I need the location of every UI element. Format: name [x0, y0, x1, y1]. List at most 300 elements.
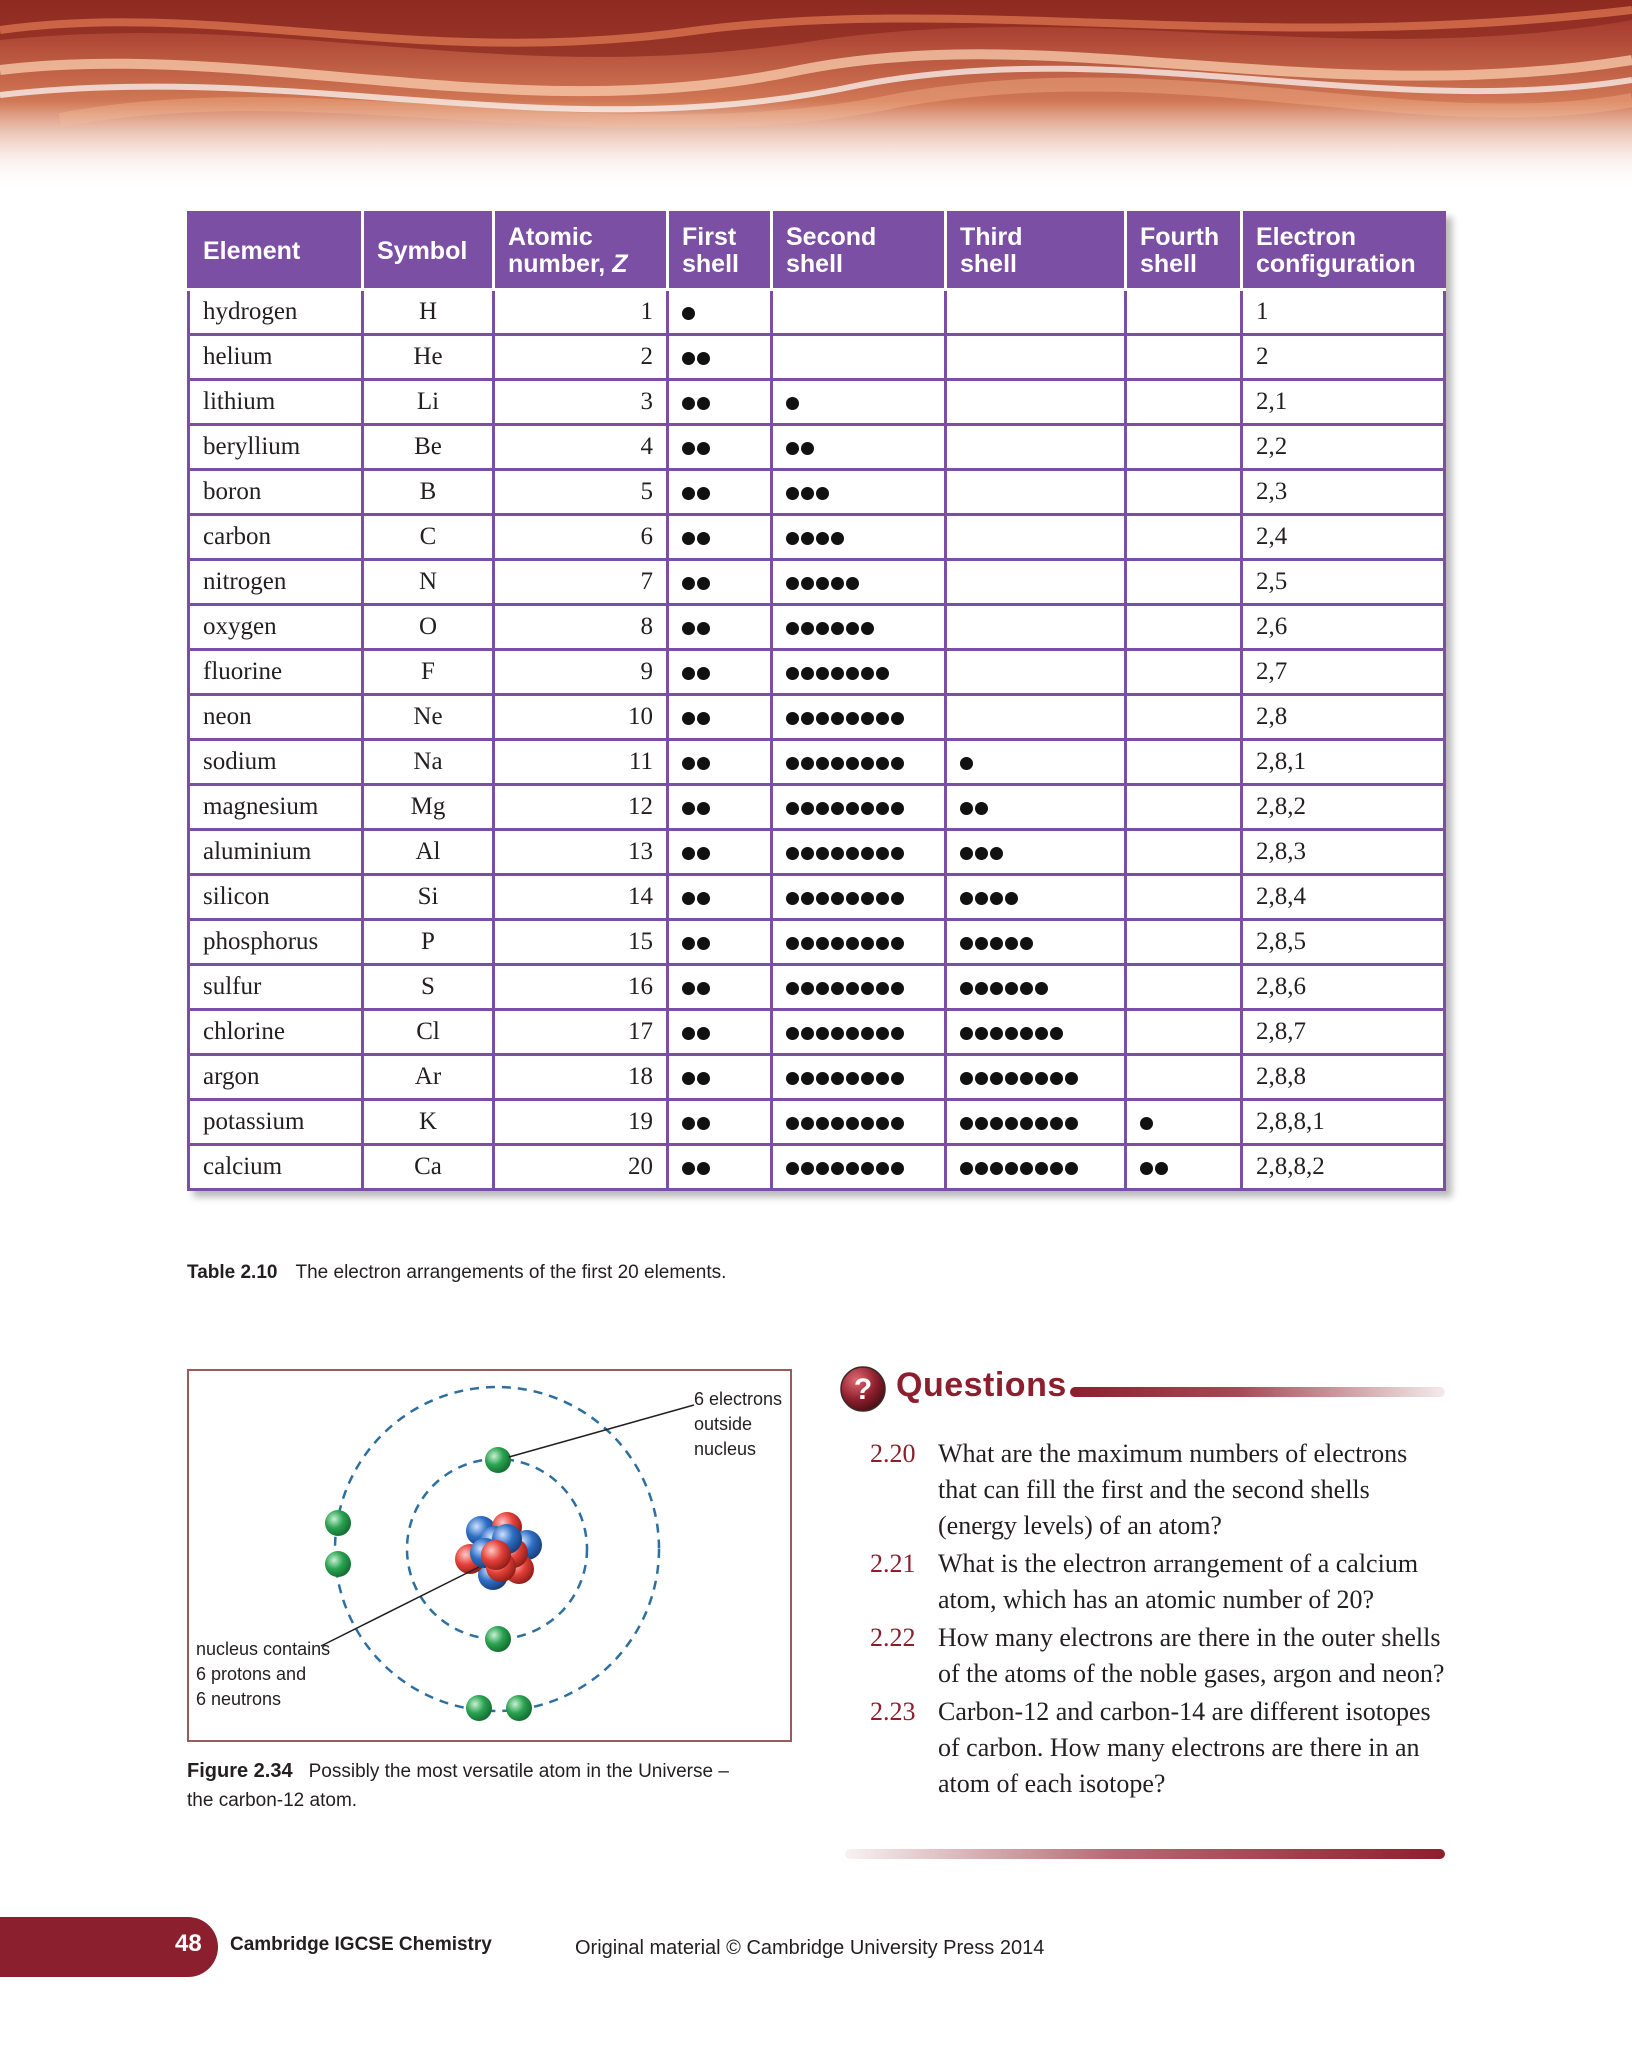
electron-table-container [187, 211, 1443, 1191]
column-header [946, 213, 1126, 290]
electron-dot [801, 487, 814, 500]
electron-dot [697, 577, 710, 590]
electron-dot [861, 982, 874, 995]
electron-dot [816, 937, 829, 950]
electron-dot [990, 847, 1003, 860]
question-text: What is the electron arrangement of a calcium atom, which has an atomic number of 20? [938, 1549, 1419, 1614]
element-name-cell: sulfur [189, 965, 363, 1010]
electron-arrangement-table [187, 211, 1446, 1191]
shell-2-cell [772, 470, 946, 515]
shell-3-cell [946, 425, 1126, 470]
shell-3-cell [946, 650, 1126, 695]
symbol-cell: H [363, 290, 494, 335]
electron-dot [801, 937, 814, 950]
electron-configuration-cell: 2,8,2 [1242, 785, 1445, 830]
electron-dot [697, 667, 710, 680]
nucleus-label-line-3: 6 neutrons [196, 1689, 282, 1709]
electron-dot [682, 982, 695, 995]
electron-dot [831, 1162, 844, 1175]
shell-2-cell [772, 380, 946, 425]
electron-dot [801, 712, 814, 725]
column-header [363, 213, 494, 290]
shell-4-cell [1126, 965, 1242, 1010]
shell-3-cell [946, 470, 1126, 515]
element-name-cell: helium [189, 335, 363, 380]
electron-dot [1035, 1117, 1048, 1130]
electron-configuration-cell: 2,8,8,2 [1242, 1145, 1445, 1190]
electron-dot [786, 577, 799, 590]
atomic-number-cell: 12 [494, 785, 668, 830]
electron-dot [876, 1072, 889, 1085]
shell-3-cell [946, 605, 1126, 650]
electron-dot [1050, 1117, 1063, 1130]
shell-4-cell [1126, 1010, 1242, 1055]
atomic-number-cell: 17 [494, 1010, 668, 1055]
question-mark-icon [840, 1366, 886, 1412]
shell-4-cell [1126, 1100, 1242, 1145]
symbol-cell: Na [363, 740, 494, 785]
column-header-line-2: shell [682, 250, 739, 278]
question-text: How many electrons are there in the outer shells of the atoms of the noble gases, argon and neon? [938, 1623, 1445, 1688]
electron-configuration-cell: 1 [1242, 290, 1445, 335]
shell-3-cell [946, 515, 1126, 560]
electron-dot [786, 757, 799, 770]
shell-4-cell [1126, 1055, 1242, 1100]
shell-3-cell [946, 695, 1126, 740]
column-header [772, 213, 946, 290]
table-row [189, 1145, 1445, 1190]
shell-1-cell [668, 965, 772, 1010]
electron-dot [801, 1117, 814, 1130]
electron-dot [975, 1072, 988, 1085]
shell-4-cell [1126, 470, 1242, 515]
shell-4-cell [1126, 695, 1242, 740]
page-number: 48 [175, 1930, 202, 1957]
electron-dot [1005, 937, 1018, 950]
column-header-line-1: Second [786, 223, 877, 251]
electron-dot [697, 397, 710, 410]
electron-dot [861, 937, 874, 950]
electron-dot [876, 757, 889, 770]
shell-3-cell [946, 875, 1126, 920]
table-row [189, 1100, 1445, 1145]
shell-2-cell [772, 830, 946, 875]
electron-dot [1035, 982, 1048, 995]
header-decoration [0, 0, 1632, 190]
table-row [189, 740, 1445, 785]
electron-dot [876, 667, 889, 680]
shell-4-cell [1126, 335, 1242, 380]
table-row [189, 290, 1445, 335]
column-header [1242, 213, 1445, 290]
electron-dot [960, 757, 973, 770]
electron-dot [1020, 1117, 1033, 1130]
electron-dot [786, 982, 799, 995]
column-header [494, 213, 668, 290]
shell-1-cell [668, 470, 772, 515]
atomic-number-cell: 13 [494, 830, 668, 875]
symbol-cell: Si [363, 875, 494, 920]
atomic-number-cell: 3 [494, 380, 668, 425]
electron-dot [831, 667, 844, 680]
symbol-cell: Li [363, 380, 494, 425]
electron-dot [682, 1162, 695, 1175]
electron-configuration-cell: 2,8,8 [1242, 1055, 1445, 1100]
shell-1-cell [668, 515, 772, 560]
shell-4-cell [1126, 875, 1242, 920]
shell-1-cell [668, 1100, 772, 1145]
column-header-line-1: Element [203, 236, 301, 265]
table-header-row [189, 213, 1445, 290]
electron-dot [861, 667, 874, 680]
electron-dot [697, 802, 710, 815]
element-name-cell: boron [189, 470, 363, 515]
symbol-cell: C [363, 515, 494, 560]
electron-dot [801, 1162, 814, 1175]
electron-dot [682, 892, 695, 905]
nucleus-label [196, 1637, 330, 1712]
symbol-cell: Ca [363, 1145, 494, 1190]
figure-caption-label: Figure 2.34 [187, 1760, 293, 1782]
electron-dot [816, 667, 829, 680]
electron-dot [801, 847, 814, 860]
question-number: 2.22 [870, 1623, 916, 1652]
table-row [189, 335, 1445, 380]
electron-dot [990, 1162, 1003, 1175]
electron-dot [816, 1162, 829, 1175]
electron-dot [1050, 1162, 1063, 1175]
electron-configuration-cell: 2,8,5 [1242, 920, 1445, 965]
element-name-cell: potassium [189, 1100, 363, 1145]
electron-dot [891, 712, 904, 725]
electron-dot [801, 982, 814, 995]
symbol-cell: P [363, 920, 494, 965]
shell-1-cell [668, 290, 772, 335]
electron-dot [682, 1072, 695, 1085]
electron-dot [1020, 1027, 1033, 1040]
table-row [189, 1055, 1445, 1100]
electron-dot [816, 622, 829, 635]
nucleus-label-line-1: nucleus contains [196, 1639, 331, 1659]
table-row [189, 380, 1445, 425]
electron-configuration-cell: 2,8,4 [1242, 875, 1445, 920]
electron-dot [682, 937, 695, 950]
shell-4-cell [1126, 920, 1242, 965]
shell-3-cell [946, 920, 1126, 965]
shell-1-cell [668, 1055, 772, 1100]
atomic-number-cell: 7 [494, 560, 668, 605]
atomic-number-cell: 4 [494, 425, 668, 470]
atom-figure [187, 1369, 792, 1742]
electron-dot [990, 892, 1003, 905]
element-name-cell: magnesium [189, 785, 363, 830]
electron-dot [891, 1117, 904, 1130]
electron-dot [960, 1117, 973, 1130]
electron-dot [786, 847, 799, 860]
electron-dot [816, 532, 829, 545]
electron-dot [861, 712, 874, 725]
atomic-number-cell: 14 [494, 875, 668, 920]
electron-dot [697, 1162, 710, 1175]
electron-dot [786, 487, 799, 500]
element-name-cell: hydrogen [189, 290, 363, 335]
electron-dot [1020, 1072, 1033, 1085]
electron-dot [682, 442, 695, 455]
element-name-cell: lithium [189, 380, 363, 425]
electron-dot [990, 1072, 1003, 1085]
electron-dot [697, 982, 710, 995]
shell-2-cell [772, 875, 946, 920]
table-row [189, 650, 1445, 695]
electron-dot [831, 1072, 844, 1085]
question-item [870, 1620, 1450, 1692]
symbol-cell: Be [363, 425, 494, 470]
electron-dot [846, 1162, 859, 1175]
symbol-cell: S [363, 965, 494, 1010]
column-header-line-1: Third [960, 223, 1023, 251]
electron-dot [786, 1027, 799, 1040]
electron-dot [682, 802, 695, 815]
electron-dot [861, 1072, 874, 1085]
column-header-line-1: Fourth [1140, 223, 1220, 251]
column-header [189, 213, 363, 290]
shell-3-cell [946, 290, 1126, 335]
electron-dot [831, 712, 844, 725]
electron-dot [1020, 982, 1033, 995]
electron-configuration-cell: 2,8,6 [1242, 965, 1445, 1010]
electron-configuration-cell: 2,8,1 [1242, 740, 1445, 785]
table-row [189, 785, 1445, 830]
shell-3-cell [946, 965, 1126, 1010]
electron-dot [801, 892, 814, 905]
question-number: 2.21 [870, 1549, 916, 1578]
electron-dot [801, 802, 814, 815]
electron-dot [697, 622, 710, 635]
electron-dot [861, 1117, 874, 1130]
atomic-number-cell: 9 [494, 650, 668, 695]
element-name-cell: beryllium [189, 425, 363, 470]
atomic-number-cell: 10 [494, 695, 668, 740]
shell-1-cell [668, 830, 772, 875]
table-row [189, 470, 1445, 515]
element-name-cell: carbon [189, 515, 363, 560]
electron-dot [786, 1117, 799, 1130]
symbol-cell: Mg [363, 785, 494, 830]
electron-dot [891, 892, 904, 905]
symbol-cell: K [363, 1100, 494, 1145]
shell-1-cell [668, 740, 772, 785]
electron-dot [975, 1117, 988, 1130]
electron-dot [801, 1072, 814, 1085]
electron-dot [786, 937, 799, 950]
electron-dot [861, 892, 874, 905]
electron-dot [697, 487, 710, 500]
electron-dot [891, 802, 904, 815]
electron-dot [1140, 1117, 1153, 1130]
electron-dot [816, 802, 829, 815]
shell-1-cell [668, 785, 772, 830]
electron-dot [960, 1027, 973, 1040]
electron-dot [816, 982, 829, 995]
table-caption-text: The electron arrangements of the first 20 elements. [295, 1262, 727, 1283]
atomic-number-cell: 16 [494, 965, 668, 1010]
electron-dot [846, 1072, 859, 1085]
shell-1-cell [668, 380, 772, 425]
symbol-cell: Al [363, 830, 494, 875]
electron-dot [861, 802, 874, 815]
shell-3-cell [946, 740, 1126, 785]
electron-configuration-cell: 2,3 [1242, 470, 1445, 515]
electron-dot [697, 352, 710, 365]
electrons-label-line-3: nucleus [694, 1439, 757, 1459]
electron-dot [975, 892, 988, 905]
shell-1-cell [668, 425, 772, 470]
electron-dot [786, 802, 799, 815]
shell-2-cell [772, 1010, 946, 1055]
table-row [189, 965, 1445, 1010]
shell-1-cell [668, 920, 772, 965]
electron-dot [876, 1162, 889, 1175]
electron-configuration-cell: 2,7 [1242, 650, 1445, 695]
electron-dot [801, 1027, 814, 1040]
electron-dot [1005, 1162, 1018, 1175]
electron-dot [786, 532, 799, 545]
electron-dot [1050, 1072, 1063, 1085]
element-name-cell: phosphorus [189, 920, 363, 965]
electron-dot [975, 847, 988, 860]
element-name-cell: fluorine [189, 650, 363, 695]
column-header-line-2: configuration [1256, 250, 1416, 278]
table-row [189, 875, 1445, 920]
electron-dot [786, 1162, 799, 1175]
shell-3-cell [946, 335, 1126, 380]
symbol-cell: N [363, 560, 494, 605]
shell-4-cell [1126, 380, 1242, 425]
electron-dot [846, 667, 859, 680]
electron-dot [876, 712, 889, 725]
symbol-cell: F [363, 650, 494, 695]
question-item [870, 1694, 1450, 1802]
electron-dot [786, 892, 799, 905]
electron-dot [816, 892, 829, 905]
table-body [189, 290, 1445, 1190]
electron-dot [1005, 1027, 1018, 1040]
shell-1-cell [668, 875, 772, 920]
element-name-cell: oxygen [189, 605, 363, 650]
atomic-number-cell: 19 [494, 1100, 668, 1145]
question-item [870, 1546, 1450, 1618]
electron-dot [801, 757, 814, 770]
symbol-cell: B [363, 470, 494, 515]
shell-2-cell [772, 335, 946, 380]
electron-dot [846, 622, 859, 635]
electron-dot [786, 397, 799, 410]
element-name-cell: argon [189, 1055, 363, 1100]
electron-dot [786, 667, 799, 680]
electron-dot [697, 442, 710, 455]
table-row [189, 920, 1445, 965]
shell-2-cell [772, 650, 946, 695]
electron-dot [697, 712, 710, 725]
shell-4-cell [1126, 1145, 1242, 1190]
shell-2-cell [772, 1055, 946, 1100]
shell-1-cell [668, 560, 772, 605]
electron-configuration-cell: 2,1 [1242, 380, 1445, 425]
electron-dot [697, 937, 710, 950]
shell-4-cell [1126, 785, 1242, 830]
question-text: What are the maximum numbers of electrons that can fill the first and the second shells (energy levels) of an atom? [938, 1439, 1408, 1540]
electron-dot [1035, 1072, 1048, 1085]
shell-4-cell [1126, 830, 1242, 875]
shell-2-cell [772, 785, 946, 830]
electron-dot [891, 937, 904, 950]
atomic-number-cell: 15 [494, 920, 668, 965]
electron-dot [990, 1027, 1003, 1040]
questions-bottom-rule [845, 1849, 1445, 1859]
electron-configuration-cell: 2,6 [1242, 605, 1445, 650]
column-header-line-2: shell [786, 250, 843, 278]
questions-header-rule [1070, 1387, 1445, 1397]
electron-dot [801, 577, 814, 590]
column-header [668, 213, 772, 290]
electron-dot [697, 1117, 710, 1130]
questions-header [840, 1366, 1445, 1416]
electron-dot [682, 487, 695, 500]
electron-dot [697, 892, 710, 905]
table-row [189, 560, 1445, 605]
shell-4-cell [1126, 740, 1242, 785]
electron-dot [861, 757, 874, 770]
shell-1-cell [668, 1145, 772, 1190]
table-row [189, 1010, 1445, 1055]
electron-dot [975, 802, 988, 815]
electron-dot [846, 757, 859, 770]
question-number: 2.20 [870, 1439, 916, 1468]
shell-3-cell [946, 1145, 1126, 1190]
electron-dot [816, 577, 829, 590]
atomic-number-cell: 6 [494, 515, 668, 560]
electron-dot [816, 1117, 829, 1130]
electron-dot [960, 802, 973, 815]
electron-dot [1155, 1162, 1168, 1175]
electron-dot [960, 1072, 973, 1085]
electron-dot [1065, 1162, 1078, 1175]
symbol-cell: O [363, 605, 494, 650]
electron-dot [1020, 1162, 1033, 1175]
electron-dot [975, 1162, 988, 1175]
electron-dot [831, 937, 844, 950]
table-row [189, 605, 1445, 650]
electron-dot [1035, 1162, 1048, 1175]
electron-dot [831, 622, 844, 635]
question-number: 2.23 [870, 1697, 916, 1726]
electron-dot [786, 442, 799, 455]
shell-2-cell [772, 1145, 946, 1190]
shell-2-cell [772, 740, 946, 785]
electron-dot [846, 982, 859, 995]
electron-dot [846, 847, 859, 860]
svg-text:?: ? [853, 1373, 873, 1406]
shell-3-cell [946, 560, 1126, 605]
shell-2-cell [772, 695, 946, 740]
electron-configuration-cell: 2,4 [1242, 515, 1445, 560]
electron-dot [816, 712, 829, 725]
electron-dot [1050, 1027, 1063, 1040]
electron-dot [831, 1027, 844, 1040]
electron-dot [861, 622, 874, 635]
table-caption-label: Table 2.10 [187, 1262, 278, 1283]
electron-dot [816, 757, 829, 770]
